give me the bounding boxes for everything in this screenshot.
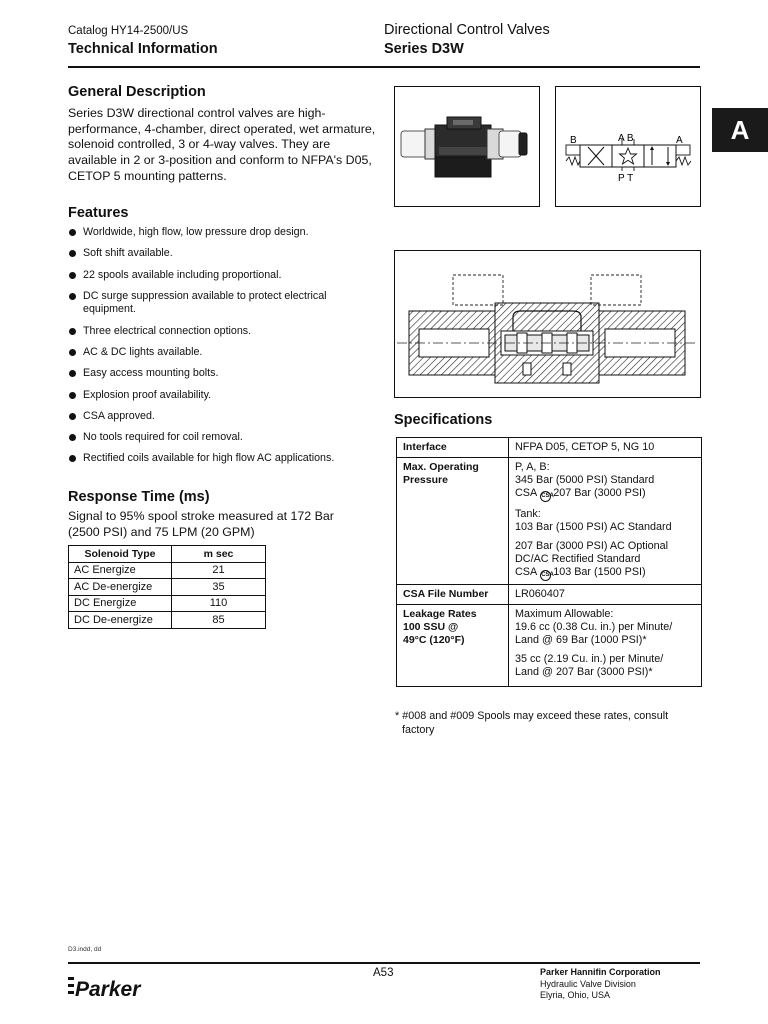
bullet-icon [69,272,76,279]
general-description-text: Series D3W directional control valves are high-performance, 4-chamber, direct operated, wet armature, solenoid controlled, 3 or 4-way valves. They are available in 2 or 3-position and conform to NFPA's D05, CETOP 5 mounting patterns. [68,106,376,183]
feature-item: AC & DC lights available. [68,346,380,360]
feature-item: DC surge suppression available to protect electrical equipment. [68,290,380,317]
specifications-table [396,437,702,687]
spec-label: CSA File Number [397,585,509,605]
svg-text:Parker: Parker [75,978,141,1001]
product-photo [394,86,540,207]
spec-value: LR060407 [509,585,702,605]
table-row [397,585,702,605]
valve-cross-section [394,250,701,398]
catalog-number: Catalog HY14-2500/US [68,25,189,37]
port-pt-label: P T [618,173,634,184]
file-note: D3.indd, dd [68,946,102,953]
table-row [397,458,702,585]
spec-label: Interface [397,438,509,458]
bullet-icon [69,293,76,300]
table-header-row [69,546,266,563]
column-header: m sec [172,546,266,563]
division-name: Hydraulic Valve Division [540,979,636,989]
spec-line: P, A, B: 345 Bar (5000 PSI) Standard CSA CSA207 Bar (3000 PSI) [515,461,695,502]
port-b-label: B [570,135,577,146]
feature-item: Easy access mounting bolts. [68,367,380,381]
section-tab: A [712,108,768,152]
parker-logo [68,971,153,1001]
response-time-heading: Response Time (ms) [68,489,210,505]
feature-item: 22 spools available including proportional. [68,269,380,283]
msec-cell: 110 [172,595,266,612]
msec-cell: 85 [172,612,266,629]
bullet-icon [69,349,76,356]
feature-item: Three electrical connection options. [68,325,380,339]
solenoid-type-cell: AC De-energize [69,579,172,596]
features-list [68,226,380,474]
spec-label: Leakage Rates 100 SSU @ 49°C (120°F) [397,605,509,687]
solenoid-type-cell: DC Energize [69,595,172,612]
product-line-title: Directional Control Valves [384,22,550,38]
feature-item: Rectified coils available for high flow AC applications. [68,452,380,466]
bullet-icon [69,229,76,236]
parker-logo-icon [68,971,153,1001]
spec-label: Max. Operating Pressure [397,458,509,585]
column-header: Solenoid Type [69,546,172,563]
table-row [397,438,702,458]
features-heading: Features [68,205,129,221]
spec-line: 207 Bar (3000 PSI) AC Optional DC/AC Rectified Standard CSA CSA103 Bar (1500 PSI) [515,540,695,581]
company-name: Parker Hannifin Corporation [540,967,661,977]
feature-item: Explosion proof availability. [68,389,380,403]
bullet-icon [69,455,76,462]
valve-symbol-diagram [556,87,700,206]
spool-footnote: * #008 and #009 Spools may exceed these rates, consult factory [395,710,669,736]
bullet-icon [69,250,76,257]
port-ab-label: A B [618,133,634,144]
spec-line: 35 cc (2.19 Cu. in.) per Minute/ Land @ 207 Bar (3000 PSI)* [515,653,664,678]
feature-item: Worldwide, high flow, low pressure drop design. [68,226,380,240]
feature-item: CSA approved. [68,410,380,424]
msec-cell: 21 [172,562,266,579]
solenoid-type-cell: AC Energize [69,562,172,579]
footer-divider [68,962,700,964]
cross-section-drawing [395,251,700,397]
feature-item: Soft shift available. [68,247,380,261]
csa-logo-icon: CSA [540,570,551,581]
csa-logo-icon: CSA [540,491,551,502]
table-row [69,612,266,629]
feature-item: No tools required for coil removal. [68,431,380,445]
port-a-label: A [676,135,683,146]
spec-line: Tank: 103 Bar (1500 PSI) AC Standard [515,508,672,533]
table-row [69,562,266,579]
table-row [69,579,266,596]
bullet-icon [69,328,76,335]
header-divider [68,66,700,68]
msec-cell: 35 [172,579,266,596]
series-title: Series D3W [384,41,464,57]
bullet-icon [69,413,76,420]
section-title: Technical Information [68,41,218,57]
solenoid-type-cell: DC De-energize [69,612,172,629]
bullet-icon [69,434,76,441]
spec-value: NFPA D05, CETOP 5, NG 10 [509,438,702,458]
spec-value [509,458,702,585]
company-location: Elyria, Ohio, USA [540,990,611,1000]
spec-line: Maximum Allowable: 19.6 cc (0.38 Cu. in.) per Minute/ Land @ 69 Bar (1000 PSI)* [515,608,673,646]
bullet-icon [69,392,76,399]
page-number: A53 [373,967,394,979]
hydraulic-symbol [555,86,701,207]
spec-value [509,605,702,687]
table-row [397,605,702,687]
valve-photo-illustration [395,87,539,206]
response-time-table [68,545,266,629]
response-time-subtitle: Signal to 95% spool stroke measured at 172 Bar (2500 PSI) and 75 LPM (20 GPM) [68,509,334,539]
bullet-icon [69,370,76,377]
specifications-heading: Specifications [394,412,493,428]
table-row [69,595,266,612]
general-description-heading: General Description [68,84,206,100]
